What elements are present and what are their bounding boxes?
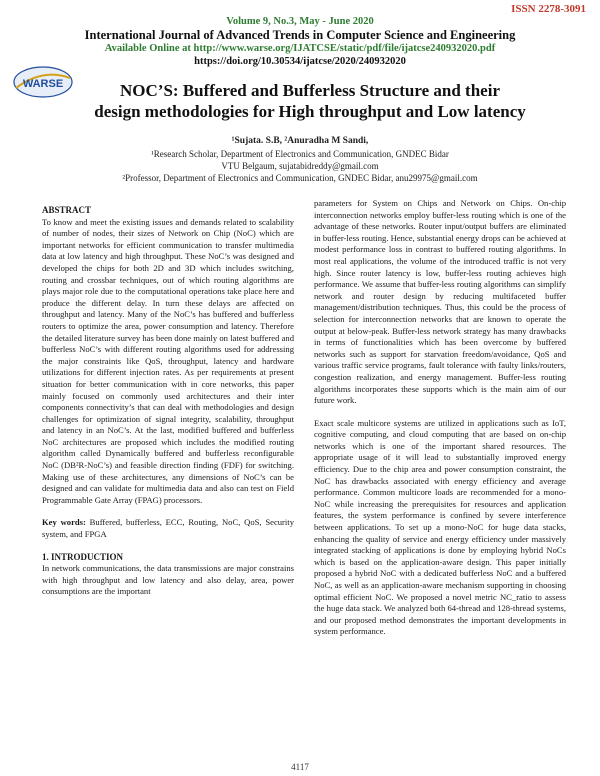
abstract-heading: ABSTRACT — [42, 205, 92, 215]
affiliation-3: ²Professor, Department of Electronics and Communication, GNDEC Bidar, anu29975@gmail.com — [122, 173, 478, 183]
affiliation-2: VTU Belgaum, sujatabidreddy@gmail.com — [221, 161, 379, 171]
title-line-1: NOC’S: Buffered and Bufferless Structure and their — [120, 81, 500, 100]
page-number: 4117 — [291, 762, 309, 772]
online-url[interactable]: Available Online at http://www.warse.org/IJATCSE/static/pdf/file/ijatcse240932020.pdf — [104, 43, 496, 54]
keywords-text: Buffered, bufferless, ECC, Routing, NoC, QoS, Security system, and FPGA — [42, 517, 294, 540]
journal-title: International Journal of Advanced Trends in Computer Science and Engineering — [84, 28, 516, 42]
right-column — [314, 198, 566, 638]
right-paragraph-1: parameters for System on Chips and Network on Chips. On-chip interconnection networks employ buffer-less routing which is one of the advantage of these networks. Router input/output buffers are eliminated in buffer-less routing. Hence, substantial energy drops can be achieved at modest performance loss in contrast to buffered routing algorithms. In most real applications, the volume of the introduced traffic is not very high. Since router latency is low, buffer-less routing achieves high performance. We assume that buffer-less routing algorithms can simplify network and router design by reducing multifaceted buffer management/distribution techniques. Thus, this could be the process of selection for interconnection networks that are known to operate the output at below-peak. Buffer-less network strategy has many drawbacks in terms of functionalities which has been overcome by buffered networks such as support for starvation freedom/avoidance, QoS and various traffic service programs, fault tolerance with faulty links/routers, congestion realization, and energy management. Buffer-less routing algorithms incorporates these supports which is the main aim of our future work. — [314, 198, 566, 406]
abstract-text: To know and meet the existing issues and demands related to scalability of number of nodes, their sizes of Network on Chip (NoC) which are important networks for efficient communication to transfer multimedia data at low latency and high throughput. These NoC’s was designed and developed the chips for both 2D and 3D which includes switching, routing and crossbar techniques, out of which routing algorithms are plays major role due to the computational operations take place here and produce the different delay. In turn these delays are affected on throughput and latency. Many of the NoC’s has buffered and bufferless routers to optimize the area, power consumption and latency. Therefore the detailed literature survey has been done mainly on latest buffered and bufferless NoC’s with different routing algorithms used for addressing the major constraints like QoS, throughput, latency and hardware utilizations for different injection rates. As per requirements at present situation for better communication with in core networks, this paper mainly focused on commonly used architectures and their inter components connectivity’s that can deal with methodologies and design challenges for optimization of signal integrity, scalability, throughput and latency in an NoC’s. At the last, modified buffered and bufferless NoC architectures are proposed which includes the modified routing algorithm called Dynamically buffered and bufferless reconfigurable NoC (DB²R-NoC’s) and feasible direction finding (FDF) for switching. Making use of these architectures, any dimensions of NoC’s can be designed and can validate for multimedia data and also can test on Field Programmable Gate Array (FPAG) processors. — [42, 216, 294, 505]
logo-text: WARSE — [22, 78, 64, 90]
title-line-2: design methodologies for High throughput and Low latency — [94, 102, 526, 121]
doi-link[interactable]: https://doi.org/10.30534/ijatcse/2020/240932020 — [194, 56, 406, 67]
keywords — [42, 517, 294, 540]
warse-logo — [12, 64, 74, 104]
affiliation-1: ¹Research Scholar, Department of Electronics and Communication, GNDEC Bidar — [151, 149, 449, 159]
volume-info: Volume 9, No.3, May - June 2020 — [226, 16, 374, 27]
authors: ¹Sujata. S.B, ²Anuradha M Sandi, — [231, 136, 369, 146]
introduction-paragraph-1: In network communications, the data transmissions are major constrains with high throughput and low latency and also delay, area, power consumptions are the important — [42, 563, 294, 597]
paper-title — [70, 80, 550, 122]
left-column — [42, 205, 294, 598]
right-paragraph-2: Exact scale multicore systems are utilized in applications such as IoT, cognitive computing, and cloud computing that are based on on-chip networks which is one of the important shared resources. The appropriate usage of it will lead to substantially improved energy efficiency. Due to the chip area and power consumption constraint, the NoC has drawbacks associated with energy efficiency and average performance. Common multicore loads are recommended for a mono-NoC while increasing the prerequisites for resources and application features, the system performance is confined by severe interference between applications. To set up a mono-NoC for huge data stacks, enhancing the quality of service and energy efficiency under massively integrated stacking of applications is done by employing hybrid NoCs which is based on the application-aware design. This paper initially proposed a hybrid NoC with a dedicated bufferless NoC and a buffered NoC, as well as an application-aware mechanism supporting in choosing optimal efficient NoC. We proposed a novel metric NC_ratio to assess the huge data stack. We analyzed both 64-thread and 128-thread systems, and our proposed method demonstrates the important developments in system performance. — [314, 417, 566, 637]
issn-label: ISSN 2278-3091 — [511, 3, 586, 15]
introduction-heading: 1. INTRODUCTION — [42, 551, 124, 562]
keywords-label: Key words: — [42, 517, 86, 528]
